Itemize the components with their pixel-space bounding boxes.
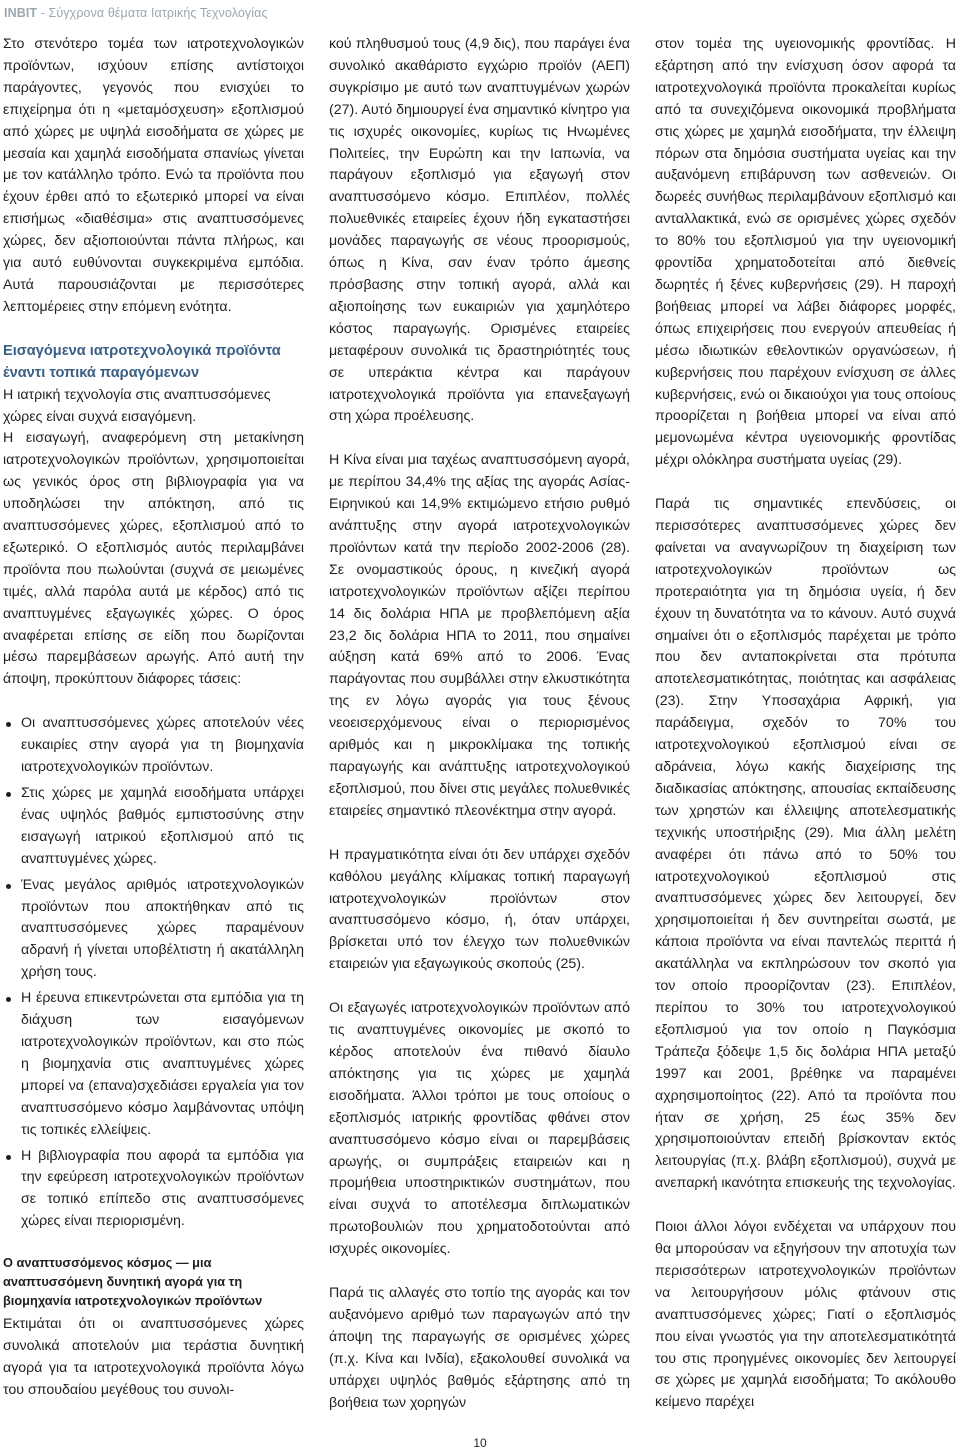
bullet-item: Ένας μεγάλος αριθμός ιατροτεχνολογικών προϊόντων που αποκτήθηκαν από τις αναπτυσσόμενες χώρες παραμένουν αδρανή ή γίνεται υποβέλτιστη ή ακατάλληλη χρήση τους.: [3, 875, 304, 985]
bullet-item: Οι αναπτυσσόμενες χώρες αποτελούν νέες ευκαιρίες στην αγορά για τη βιομηχανία ιατροτεχνολογικών προϊόντων.: [3, 713, 304, 779]
paragraph: Στο στενότερο τομέα των ιατροτεχνολογικών προϊόντων, ισχύουν επίσης αντίστοιχοι παράγοντες, γεγονός που ενισχύει το επιχείρημα ότι η «μεταμόσχευση» εξοπλισμού από χώρες με υψηλά εισοδήματα σε χώρες με μεσαία και χαμηλά εισοδήματα σπανίως γίνεται με τον κατάλληλο τρόπο. Ενώ τα προϊόντα που έχουν έρθει από το εξωτερικό μπορεί να είναι επισήμως «διαθέσιμα» στις αναπτυσσόμενες χώρες, δεν αξιοποιούνται πάντα πλήρως, και για αυτό ευθύνονται συγκεκριμένα εμπόδια. Αυτά παρουσιάζονται με περισσότερες λεπτομέρειες στην επόμενη ενότητα.: [3, 36, 304, 315]
column-middle: [329, 34, 630, 1414]
bullet-item: Στις χώρες με χαμηλά εισοδήματα υπάρχει ένας υψηλός βαθμός εμπιστοσύνης στην εισαγωγή ιατρικού εξοπλισμού από τις αναπτυγμένες χώρες.: [3, 783, 304, 871]
paragraph: Παρά τις σημαντικές επενδύσεις, οι περισσότερες αναπτυσσόμενες χώρες δεν φαίνεται να αναγνωρίζουν τη διαχείριση των ιατροτεχνολογικών προϊόντων ως προτεραιότητα για τη δημόσια υγεία, ή δεν έχουν τη δυνατότητα να το κάνουν. Αυτό συχνά σημαίνει ότι ο εξοπλισμός παρέχεται με τρόπο που δεν ανταποκρίνεται στα πρότυπα αποτελεσματικότητας, ποιότητας και ασφάλειας (23). Στην Υποσαχάρια Αφρική, για παράδειγμα, σχεδόν το 70% του ιατροτεχνολογικού εξοπλισμού είναι σε αδράνεια, λόγω κακής διαχείρισης της διαδικασίας απόκτησης, απουσίας εκπαίδευσης των χρηστών και έλλειψης αποτελεσματικής τεχνικής υποστήριξης (29). Μια άλλη μελέτη αναφέρει ότι πάνω από το 50% του ιατροτεχνολογικού εξοπλισμού στις αναπτυσσόμενες χώρες δεν λειτουργεί, δεν χρησιμοποιείται ή δεν συντηρείται σωστά, με κάποια προϊόντα να είναι παντελώς περιττά ή ακατάλληλα να εκπληρώσουν τον σκοπό για τον οποίο προορίζονταν (23). Επιπλέον, περίπου το 30% του ιατροτεχνολογικού εξοπλισμού για τον οποίο η Παγκόσμια Τράπεζα ξόδεψε 1,5 δις δολάρια ΗΠΑ μεταξύ 1997 και 2001, βρέθηκε να παραμένει αχρησιμοποίητος (22). Από τα προϊόντα που ήταν σε χρήση, 25 έως 35% δεν χρησιμοποιούνταν επειδή βρίσκονταν εκτός λειτουργίας (π.χ. βλάβη εξοπλισμού), συχνά με ανεπαρκή ικανότητα επισκευής της τεχνολογίας.: [655, 496, 956, 1192]
running-header-text: [4, 6, 268, 20]
paragraph: Η εισαγωγή, αναφερόμενη στη μετακίνηση ιατροτεχνολογικών προϊόντων, χρησιμοποιείται ως γενικός όρος στη βιβλιογραφία για να υποδηλώσει την απόκτηση, από τις αναπτυσσόμενες χώρες, εξοπλισμού από το εξωτερικό. Ο εξοπλισμός αυτός περιλαμβάνει προϊόντα που πωλούνται (συχνά σε μειωμένες τιμές, αλλά παρόλα αυτά με κέρδος) από τις αναπτυγμένες εξαγωγικές χώρες. Ο όρος αναφέρεται επίσης σε είδη που δωρίζονται μέσω παρεμβάσεων αρωγής. Από αυτή την άποψη, προκύπτουν διάφορες τάσεις:: [3, 430, 304, 688]
column-right: [655, 34, 956, 1414]
section-heading: Εισαγόμενα ιατροτεχνολογικά προϊόντα έναντι τοπικά παραγόμενων: [3, 342, 281, 381]
paragraph: Η πραγματικότητα είναι ότι δεν υπάρχει σχεδόν καθόλου μεγάλης κλίμακας τοπική παραγωγή ιατροτεχνολογικών προϊόντων στον αναπτυσσόμενο κόσμο, ή, όταν υπάρχει, βρίσκεται υπό τον έλεγχο των πολυεθνικών εταιρειών για εξαγωγικούς σκοπούς (25).: [329, 846, 630, 973]
paragraph: στον τομέα της υγειονομικής φροντίδας. Η εξάρτηση από την ενίσχυση όσον αφορά τα ιατροτεχνολογικά προϊόντα προκαλείται κυρίως από τα συνεχιζόμενα οικονομικά προβλήματα στις χώρες με χαμηλά εισοδήματα, την έλλειψη πόρων στα δημόσια συστήματα υγείας και την αυξανόμενη επιβάρυνση των ασθενειών. Οι δωρεές συνήθως περιλαμβάνουν εξοπλισμό και ανταλλακτικά, ενώ σε ορισμένες χώρες σχεδόν το 80% του εξοπλισμού για την υγειονομική φροντίδα χρηματοδοτείται από διεθνείς δωρητές ή ξένες κυβερνήσεις (29). Η παροχή βοήθειας μπορεί να λάβει διάφορες μορφές, όπως επιχειρήσεις που ενεργούν απευθείας ή μέσω ιδιωτικών εθελοντικών οργανώσεων, ή κυβερνήσεις που παρέχουν ενίσχυση σε άλλες κυβερνήσεις, ενώ οι δικαιούχοι για τους οποίους προορίζεται η βοήθεια μπορεί να είναι από μεμονωμένα κέντρα υγειονομικής φροντίδας μέχρι ολόκληρα συστήματα υγείας (29).: [655, 36, 956, 469]
header-brand: INBIT: [4, 6, 38, 20]
header-title: - Σύγχρονα θέματα Ιατρικής Τεχνολογίας: [37, 6, 268, 20]
paragraph: Η Κίνα είναι μια ταχέως αναπτυσσόμενη αγορά, με περίπου 34,4% της αξίας της αγοράς Ασίας-Ειρηνικού και 14,9% εκτιμώμενο ετήσιο ρυθμό ανάπτυξης στην αγορά ιατροτεχνολογικών προϊόντων κατά την περίοδο 2002-2006 (28). Σε ονομαστικούς όρους, η κινεζική αγορά ιατροτεχνολογικών προϊόντων αξίζει περίπου 14 δις δολάρια ΗΠΑ με προβλεπόμενη αξία 23,2 δις δολάρια ΗΠΑ το 2011, που σημαίνει αύξηση κατά 69% από το 2006. Ένας παράγοντας που συμβάλλει στην ελκυστικότητα της εν λόγω αγοράς για τους ξένους νεοεισερχόμενους είναι ο περιορισμένος αριθμός και η μικροκλίμακα της τοπικής παραγωγής και ανάπτυξης ιατροτεχνολογικού εξοπλισμού, που δίνει στις μεγάλες πολυεθνικές εταιρείες σημαντικό πλεονέκτημα στην αγορά.: [329, 452, 630, 819]
bullet-list: [3, 713, 304, 1233]
running-header: [0, 0, 960, 34]
paragraph: Ποιοι άλλοι λόγοι ενδέχεται να υπάρχουν που θα μπορούσαν να εξηγήσουν την αποτυχία των περισσότερων ιατροτεχνολογικών προϊόντων να λειτουργήσουν μόλις φτάνουν στις αναπτυσσόμενες χώρες; Γιατί ο εξοπλισμός που είναι γνωστός για την αποτελεσματικότητά του στις προηγμένες οικονομίες δεν λειτουργεί σε χώρες με χαμηλά εισοδήματα; Το ακόλουθο κείμενο παρέχει: [655, 1219, 956, 1411]
page-number: 10: [473, 1436, 487, 1450]
column-left: [3, 34, 304, 1402]
bullet-item: Η έρευνα επικεντρώνεται στα εμπόδια για τη διάχυση των εισαγόμενων ιατροτεχνολογικών προϊόντων, και στο πώς η βιομηχανία στις αναπτυγμένες χώρες μπορεί να (επανα)σχεδιάσει εργαλεία για τον αναπτυσσόμενο κόσμο λαμβάνοντας υπόψη τις τοπικές ελλείψεις.: [3, 988, 304, 1141]
bullet-item: Η βιβλιογραφία που αφορά τα εμπόδια για την εφεύρεση ιατροτεχνολογικών προϊόντων σε τοπικό επίπεδο στις αναπτυσσόμενες χώρες είναι περιορισμένη.: [3, 1146, 304, 1234]
paragraph: Οι εξαγωγές ιατροτεχνολογικών προϊόντων από τις αναπτυγμένες οικονομίες με σκοπό το κέρδος αποτελούν ένα πιθανό δίαυλο απόκτησης για τις χώρες με χαμηλά εισοδήματα. Άλλοι τρόποι με τους οποίους ο εξοπλισμός ιατρικής φροντίδας φθάνει στον αναπτυσσόμενο κόσμο είναι οι παρεμβάσεις αρωγής, οι συμπράξεις εταιρειών και η προμήθεια υποστηρικτικών συστημάτων, που είναι συχνά το αποτέλεσμα διπλωματικών πρωτοβουλιών που χρηματοδοτούνται από ισχυρές οικονομίες.: [329, 1000, 630, 1258]
section-subheading: Η ιατρική τεχνολογία στις αναπτυσσόμενες χώρες είναι συχνά εισαγόμενη.: [3, 386, 271, 425]
paragraph: κού πληθυσμού τους (4,9 δις), που παράγει ένα συνολικό ακαθάριστο εγχώριο προϊόν (ΑΕΠ) συγκρίσιμο με αυτό των αναπτυγμένων χωρών (27). Αυτό δημιουργεί ένα σημαντικό κίνητρο για τις ισχυρές οικονομίες, κυρίως τις Ηνωμένες Πολιτείες, την Ευρώπη και την Ιαπωνία, να παράγουν εξοπλισμό για εξαγωγή στον αναπτυσσόμενο κόσμο. Επιπλέον, πολλές πολυεθνικές εταιρείες έχουν ήδη εγκαταστήσει μονάδες παραγωγής σε νέους προορισμούς, όπως η Κίνα, σαν έναν τρόπο άμεσης πρόσβασης στην τοπική αγορά, αλλά και αξιοποίησης των ευκαιριών για χαμηλότερο κόστος παραγωγής. Ορισμένες εταιρείες μεταφέρουν συνολικά τις δραστηριότητές τους σε υπεράκτια κέντρα και παράγουν ιατροτεχνολογικά προϊόντα για επανεξαγωγή στη χώρα προέλευσης.: [329, 36, 630, 425]
subsection-heading: Ο αναπτυσσόμενος κόσμος — μια αναπτυσσόμενη δυνητική αγορά για τη βιομηχανία ιατροτεχνολογικών προϊόντων: [3, 1255, 263, 1309]
paragraph: Εκτιμάται ότι οι αναπτυσσόμενες χώρες συνολικά αποτελούν μια τεράστια δυνητική αγορά για τα ιατροτεχνολογικά προϊόντα λόγω του σπουδαίου μεγέθους του συνολι-: [3, 1316, 304, 1398]
paragraph: Παρά τις αλλαγές στο τοπίο της αγοράς και τον αυξανόμενο αριθμό των παραγωγών από την άποψη της παραγωγής σε ορισμένες χώρες (π.χ. Κίνα και Ινδία), εξακολουθεί συνολικά να υπάρχει υψηλός βαθμός εξάρτησης από τη βοήθεια των χορηγών: [329, 1285, 630, 1411]
